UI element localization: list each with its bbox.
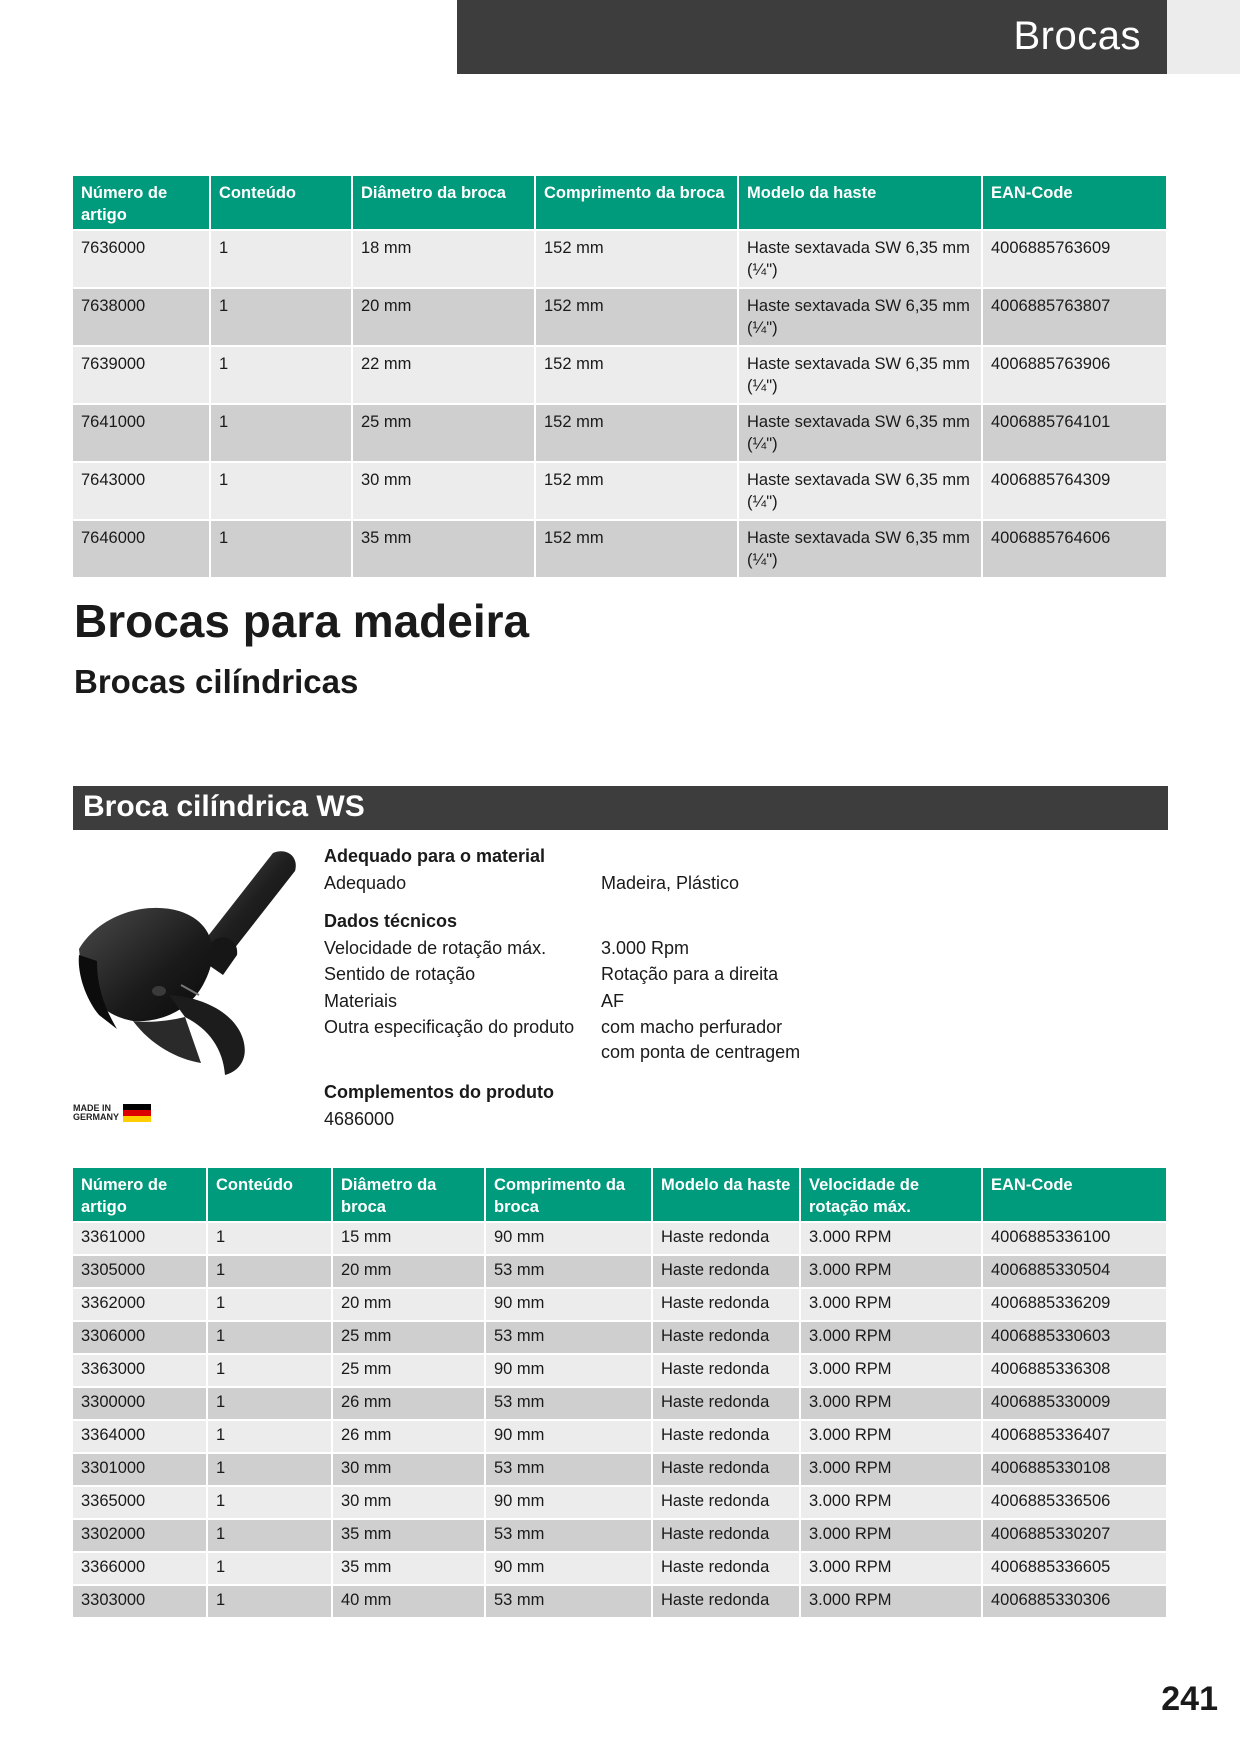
table-cell: 4006885330009: [982, 1387, 1166, 1420]
table-cell: 7636000: [73, 230, 210, 288]
table-cell: 4006885330306: [982, 1585, 1166, 1617]
table-row: [73, 1453, 1166, 1486]
table-cell: Haste sextavada SW 6,35 mm (¼"): [738, 404, 982, 462]
column-header: Comprimento da broca: [535, 176, 738, 230]
table-cell: 26 mm: [332, 1387, 485, 1420]
material-label: Adequado: [324, 873, 407, 893]
table-row: [73, 1255, 1166, 1288]
table-cell: 25 mm: [332, 1354, 485, 1387]
table-cell: 20 mm: [352, 288, 535, 346]
table-cell: 90 mm: [485, 1354, 652, 1387]
column-header: Conteúdo: [207, 1168, 332, 1222]
table-cell: 35 mm: [332, 1519, 485, 1552]
spec-value-materials: AF: [601, 991, 625, 1011]
table-cell: 3.000 RPM: [800, 1420, 982, 1453]
material-heading: Adequado para o material: [324, 846, 546, 866]
table-cell: 90 mm: [485, 1486, 652, 1519]
table-row: [73, 1288, 1166, 1321]
page-header-title: Brocas: [1013, 14, 1141, 58]
table-row: [73, 1387, 1166, 1420]
column-header: Conteúdo: [210, 176, 352, 230]
table-row: [73, 288, 1166, 346]
table-cell: 3.000 RPM: [800, 1222, 982, 1255]
table-row: [73, 462, 1166, 520]
table-cell: 20 mm: [332, 1255, 485, 1288]
table-cell: 152 mm: [535, 520, 738, 577]
table-cell: 3301000: [73, 1453, 207, 1486]
table-cell: 90 mm: [485, 1222, 652, 1255]
table-cell: 1: [207, 1552, 332, 1585]
table-cell: 20 mm: [332, 1288, 485, 1321]
spec-label-speed: Velocidade de rotação máx.: [324, 938, 547, 958]
table-cell: 18 mm: [352, 230, 535, 288]
column-header: EAN-Code: [982, 176, 1166, 230]
table-cell: 4006885336100: [982, 1222, 1166, 1255]
spec-label-other: Outra especificação do produto: [324, 1017, 575, 1037]
table-cell: 4006885336209: [982, 1288, 1166, 1321]
table-header-row: [73, 1168, 1166, 1222]
table-cell: 30 mm: [352, 462, 535, 520]
table-cell: 3303000: [73, 1585, 207, 1617]
table-row: [73, 1519, 1166, 1552]
table-cell: 152 mm: [535, 230, 738, 288]
table-cell: 4006885336605: [982, 1552, 1166, 1585]
table-cell: 4006885336506: [982, 1486, 1166, 1519]
spec-value-direction: Rotação para a direita: [601, 964, 779, 984]
table-cell: 1: [207, 1288, 332, 1321]
table-cell: 4006885330504: [982, 1255, 1166, 1288]
table-cell: 90 mm: [485, 1288, 652, 1321]
table-cell: 25 mm: [352, 404, 535, 462]
table-cell: Haste redonda: [652, 1288, 800, 1321]
table-cell: 4006885330108: [982, 1453, 1166, 1486]
page-header-bar: [457, 0, 1167, 74]
table-cell: 3.000 RPM: [800, 1387, 982, 1420]
table-cell: 3.000 RPM: [800, 1552, 982, 1585]
table-cell: Haste redonda: [652, 1420, 800, 1453]
table-cell: 90 mm: [485, 1420, 652, 1453]
table-cell: Haste sextavada SW 6,35 mm (¼"): [738, 520, 982, 577]
table-row: [73, 346, 1166, 404]
table-cell: 90 mm: [485, 1552, 652, 1585]
column-header: Diâmetro da broca: [332, 1168, 485, 1222]
table-cell: 1: [207, 1453, 332, 1486]
table-row: [73, 520, 1166, 577]
table-cell: 3300000: [73, 1387, 207, 1420]
table-row: [73, 1552, 1166, 1585]
table-cell: 152 mm: [535, 462, 738, 520]
table-cell: 1: [210, 462, 352, 520]
table-cell: Haste sextavada SW 6,35 mm (¼"): [738, 288, 982, 346]
table-cell: 1: [210, 520, 352, 577]
table-cell: 3.000 RPM: [800, 1288, 982, 1321]
table-cell: Haste redonda: [652, 1486, 800, 1519]
table-cell: 1: [207, 1486, 332, 1519]
table-cell: 4006885763609: [982, 230, 1166, 288]
table-cell: 53 mm: [485, 1387, 652, 1420]
table-cell: 3363000: [73, 1354, 207, 1387]
table-cell: 3365000: [73, 1486, 207, 1519]
table-cell: 7641000: [73, 404, 210, 462]
section-subheading: Brocas cilíndricas: [74, 663, 359, 700]
table-cell: 3.000 RPM: [800, 1255, 982, 1288]
table-cell: 3361000: [73, 1222, 207, 1255]
table-cell: 3.000 RPM: [800, 1519, 982, 1552]
table-row: [73, 404, 1166, 462]
made-in-germany-badge: [73, 1104, 151, 1122]
table-cell: 1: [207, 1222, 332, 1255]
table-cell: 7646000: [73, 520, 210, 577]
table-cell: Haste redonda: [652, 1387, 800, 1420]
table-cell: 7639000: [73, 346, 210, 404]
table-cell: 1: [210, 404, 352, 462]
table-cell: 1: [207, 1321, 332, 1354]
table-cell: 4006885764606: [982, 520, 1166, 577]
table-cell: 152 mm: [535, 346, 738, 404]
complements-value: 4686000: [324, 1109, 395, 1129]
column-header: Modelo da haste: [652, 1168, 800, 1222]
column-header: Modelo da haste: [738, 176, 982, 230]
table-cell: 3366000: [73, 1552, 207, 1585]
table-cell: Haste redonda: [652, 1453, 800, 1486]
table-row: [73, 1321, 1166, 1354]
table-cell: Haste sextavada SW 6,35 mm (¼"): [738, 462, 982, 520]
table-row: [73, 1585, 1166, 1617]
table-row: [73, 1486, 1166, 1519]
table-cell: 152 mm: [535, 288, 738, 346]
table-cell: 30 mm: [332, 1486, 485, 1519]
spec-value-speed: 3.000 Rpm: [601, 938, 690, 958]
table-cell: 30 mm: [332, 1453, 485, 1486]
table-row: [73, 230, 1166, 288]
table-cell: 1: [210, 346, 352, 404]
spec-label-materials: Materiais: [324, 991, 398, 1011]
table-cell: 53 mm: [485, 1585, 652, 1617]
table-cell: Haste sextavada SW 6,35 mm (¼"): [738, 346, 982, 404]
table-cell: 1: [207, 1387, 332, 1420]
table-cell: 53 mm: [485, 1453, 652, 1486]
table-cell: 7638000: [73, 288, 210, 346]
table-cell: 3.000 RPM: [800, 1486, 982, 1519]
table-cell: 3305000: [73, 1255, 207, 1288]
table-cell: 7643000: [73, 462, 210, 520]
table-cell: 3306000: [73, 1321, 207, 1354]
table-cell: 1: [207, 1420, 332, 1453]
section-heading: Brocas para madeira: [74, 595, 530, 647]
table-row: [73, 1420, 1166, 1453]
table-row: [73, 1222, 1166, 1255]
table-cell: 4006885764101: [982, 404, 1166, 462]
table-cell: 3.000 RPM: [800, 1354, 982, 1387]
column-header: Número de artigo: [73, 1168, 207, 1222]
table-cell: 1: [207, 1585, 332, 1617]
table-cell: 3.000 RPM: [800, 1321, 982, 1354]
table-cell: 1: [207, 1354, 332, 1387]
column-header: EAN-Code: [982, 1168, 1166, 1222]
table-cell: 22 mm: [352, 346, 535, 404]
material-value: Madeira, Plástico: [601, 873, 740, 893]
table-cell: Haste redonda: [652, 1585, 800, 1617]
table-cell: Haste redonda: [652, 1519, 800, 1552]
table-cell: 53 mm: [485, 1519, 652, 1552]
table-cell: 4006885330603: [982, 1321, 1166, 1354]
table-cell: 1: [207, 1255, 332, 1288]
page-header-tab: [1167, 0, 1240, 74]
table-cell: Haste redonda: [652, 1321, 800, 1354]
table-cell: 3362000: [73, 1288, 207, 1321]
table-cell: Haste redonda: [652, 1222, 800, 1255]
table-cell: 3.000 RPM: [800, 1585, 982, 1617]
table-cell: 35 mm: [332, 1552, 485, 1585]
spec-label-direction: Sentido de rotação: [324, 964, 476, 984]
table-cell: 1: [207, 1519, 332, 1552]
table-cell: 53 mm: [485, 1321, 652, 1354]
table-cell: 4006885330207: [982, 1519, 1166, 1552]
table-cell: 4006885336407: [982, 1420, 1166, 1453]
table-cell: 3.000 RPM: [800, 1453, 982, 1486]
table-row: [73, 1354, 1166, 1387]
table-cell: 25 mm: [332, 1321, 485, 1354]
table-cell: 4006885763807: [982, 288, 1166, 346]
table-cell: 1: [210, 288, 352, 346]
column-header: Número de artigo: [73, 176, 210, 230]
page-number: 241: [1161, 1680, 1218, 1718]
column-header: Diâmetro da broca: [352, 176, 535, 230]
column-header: Velocidade de rotação máx.: [800, 1168, 982, 1222]
table-cell: 26 mm: [332, 1420, 485, 1453]
made-in-label: MADE IN: [73, 1103, 111, 1113]
spec-value-other-1: com macho perfurador: [601, 1017, 783, 1037]
table-cell: 1: [210, 230, 352, 288]
german-flag-icon: [123, 1104, 151, 1122]
product-title: Broca cilíndrica WS: [83, 790, 365, 823]
table-cell: 40 mm: [332, 1585, 485, 1617]
table-cell: 4006885763906: [982, 346, 1166, 404]
table-cell: Haste sextavada SW 6,35 mm (¼"): [738, 230, 982, 288]
table-cell: 15 mm: [332, 1222, 485, 1255]
product-title-bar: [73, 786, 1168, 830]
table-cell: Haste redonda: [652, 1552, 800, 1585]
table-cell: Haste redonda: [652, 1255, 800, 1288]
table-cell: 53 mm: [485, 1255, 652, 1288]
table-cell: Haste redonda: [652, 1354, 800, 1387]
table-cell: 4006885764309: [982, 462, 1166, 520]
column-header: Comprimento da broca: [485, 1168, 652, 1222]
tech-heading: Dados técnicos: [324, 911, 458, 931]
table-cell: 3364000: [73, 1420, 207, 1453]
spec-value-other-2: com ponta de centragem: [601, 1042, 801, 1062]
table-cell: 3302000: [73, 1519, 207, 1552]
table-cell: 4006885336308: [982, 1354, 1166, 1387]
complements-heading: Complementos do produto: [324, 1082, 554, 1102]
table-cell: 152 mm: [535, 404, 738, 462]
forstner-drill-image: [73, 845, 303, 1077]
table-header-row: [73, 176, 1166, 230]
germany-label: GERMANY: [73, 1112, 120, 1122]
table-cell: 35 mm: [352, 520, 535, 577]
hex-drill-table: [73, 176, 1166, 577]
cylinder-drill-table: [73, 1168, 1166, 1617]
